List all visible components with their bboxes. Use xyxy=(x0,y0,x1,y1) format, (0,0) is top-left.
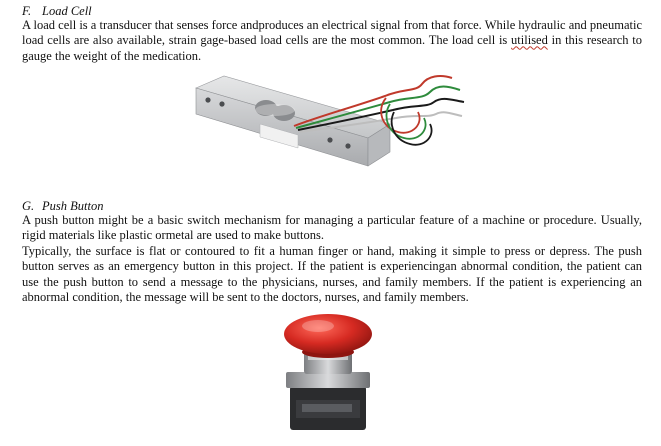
push-button-image xyxy=(272,308,384,441)
section-g-title: Push Button xyxy=(42,199,104,213)
section-g-number: G. xyxy=(22,199,35,213)
section-f-title: Load Cell xyxy=(42,4,92,18)
section-g-paragraph-1: A push button might be a basic switch mechanism for managing a particular feature of a machine or procedure. Usually, rigid materials like plastic ormetal are used to make buttons. xyxy=(22,213,642,243)
load-cell-image xyxy=(190,66,470,178)
push-button-drawing xyxy=(272,308,384,441)
section-g-heading xyxy=(22,199,103,213)
section-f-heading xyxy=(22,4,92,18)
section-g-paragraph-2: Typically, the surface is flat or contoured to fit a human finger or hand, making it simple to press or depress. The push button serves as an emergency button in this project. If the patient is experiencingan abnormal condition, the patient can use the push button to send a message to the physicians, nurses, and family members. If the patient is experiencing an abnormal condition, the message will be sent to the doctors, nurses, and family members. xyxy=(22,244,642,304)
section-f-paragraph xyxy=(22,18,642,64)
section-f-number: F. xyxy=(22,4,32,18)
spellcheck-word: utilised xyxy=(511,33,548,48)
paragraph-text: A load cell is a transducer that senses force andproduces an electrical signal from that force. While hydraulic and pneumatic load cells are also available, strain gage-based load cells are the most common. The load cell is xyxy=(22,18,642,48)
paragraph-text: in this research to gauge the weight of the medication. xyxy=(22,33,642,63)
load-cell-drawing xyxy=(190,66,470,178)
